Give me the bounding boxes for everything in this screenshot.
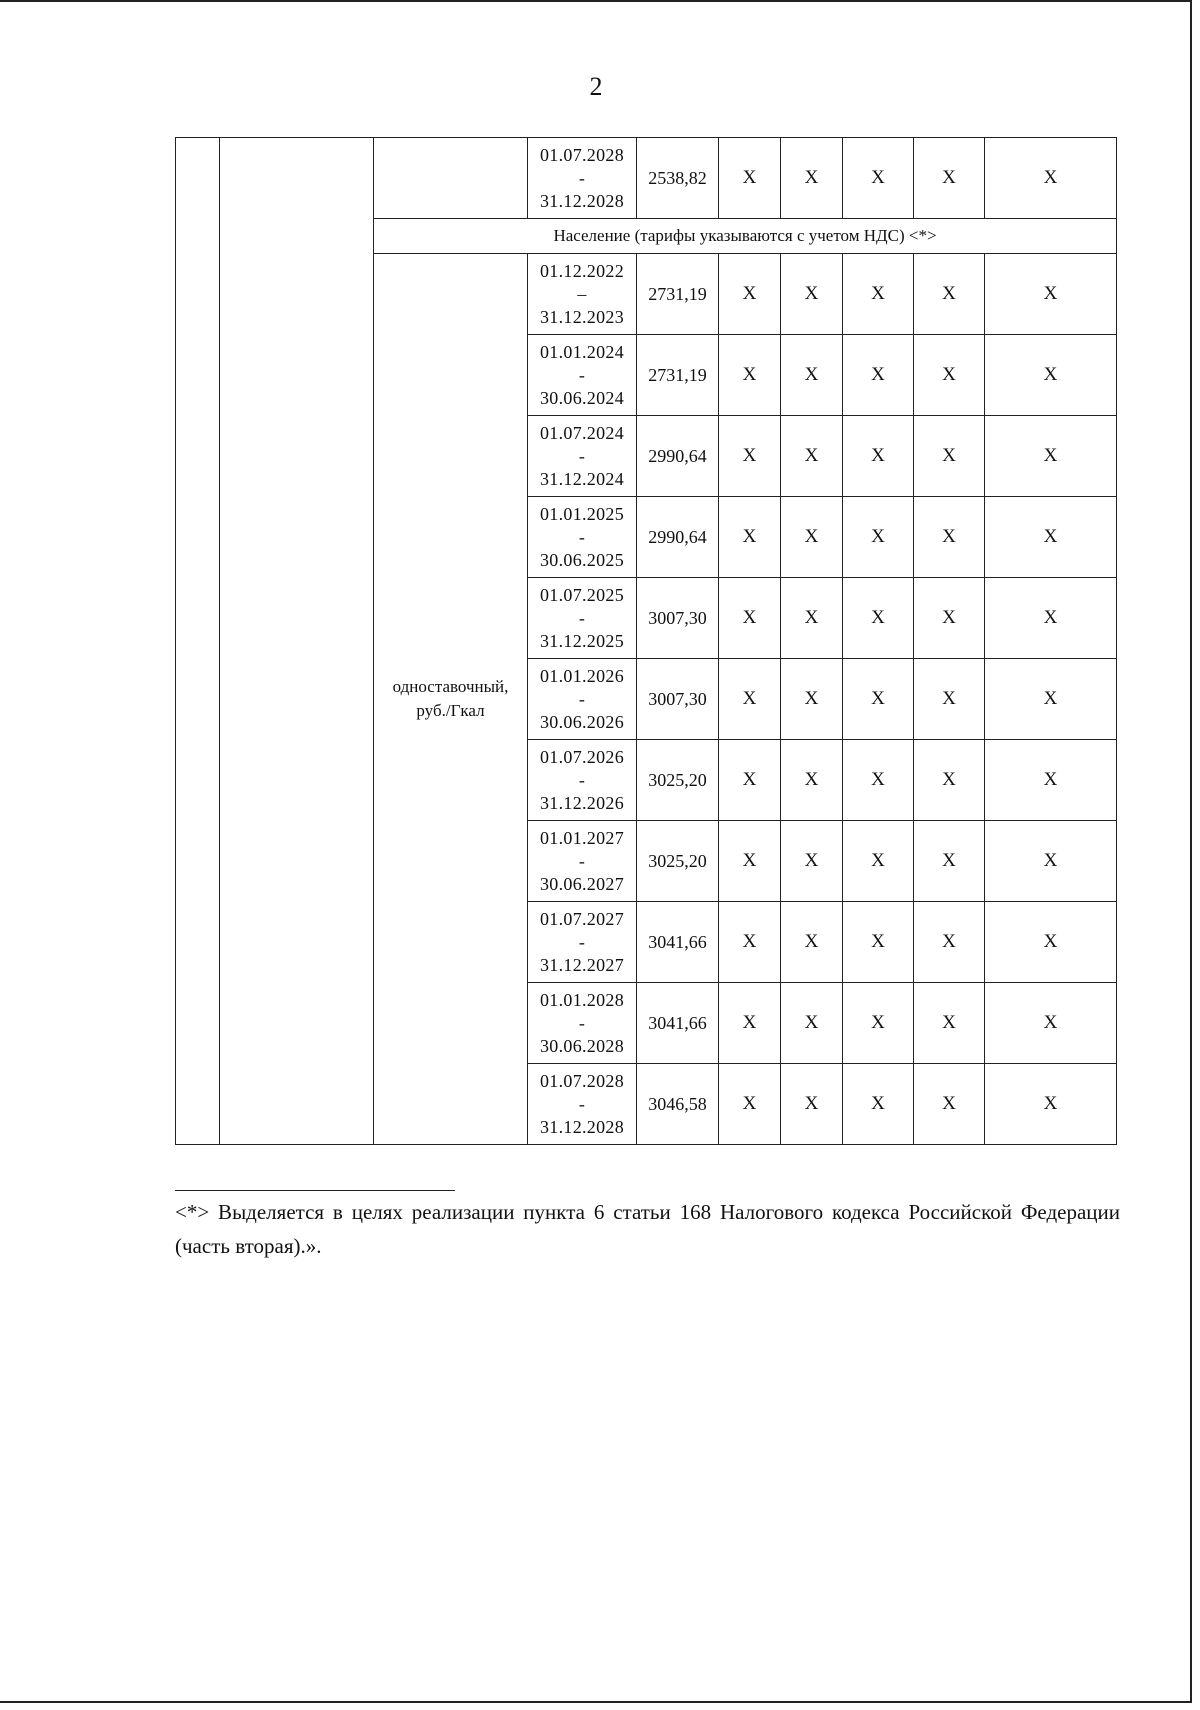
not-applicable-mark: X bbox=[843, 497, 914, 578]
not-applicable-mark: X bbox=[843, 659, 914, 740]
not-applicable-mark: X bbox=[719, 416, 781, 497]
period-cell bbox=[528, 902, 637, 983]
period-cell bbox=[528, 821, 637, 902]
not-applicable-mark: X bbox=[843, 821, 914, 902]
period-end: 30.06.2024 bbox=[540, 387, 624, 408]
not-applicable-mark: X bbox=[985, 497, 1117, 578]
period-end: 31.12.2024 bbox=[540, 468, 624, 489]
period-start: 01.07.2028 bbox=[540, 144, 624, 165]
not-applicable-mark: X bbox=[781, 416, 843, 497]
not-applicable-mark: X bbox=[843, 138, 914, 219]
period-end: 31.12.2025 bbox=[540, 630, 624, 651]
separator: - bbox=[578, 526, 586, 547]
not-applicable-mark: X bbox=[781, 335, 843, 416]
scan-border-top bbox=[0, 0, 1192, 2]
tariff-value-cell: 3041,66 bbox=[637, 902, 719, 983]
period-cell bbox=[528, 335, 637, 416]
tariff-value-cell: 3007,30 bbox=[637, 578, 719, 659]
not-applicable-mark: X bbox=[985, 138, 1117, 219]
not-applicable-mark: X bbox=[719, 254, 781, 335]
period-end: 31.12.2028 bbox=[540, 1116, 624, 1137]
not-applicable-mark: X bbox=[914, 740, 985, 821]
separator: - bbox=[578, 1012, 586, 1033]
tariff-value-cell: 2731,19 bbox=[637, 335, 719, 416]
period-cell bbox=[528, 416, 637, 497]
separator: - bbox=[578, 607, 586, 628]
not-applicable-mark: X bbox=[843, 983, 914, 1064]
not-applicable-mark: X bbox=[719, 335, 781, 416]
not-applicable-mark: X bbox=[985, 416, 1117, 497]
separator: - bbox=[578, 167, 586, 188]
period-start: 01.07.2027 bbox=[540, 908, 624, 929]
not-applicable-mark: X bbox=[719, 659, 781, 740]
period-end: 30.06.2025 bbox=[540, 549, 624, 570]
not-applicable-mark: X bbox=[843, 740, 914, 821]
not-applicable-mark: X bbox=[781, 821, 843, 902]
period-start: 01.01.2025 bbox=[540, 503, 624, 524]
not-applicable-mark: X bbox=[719, 821, 781, 902]
not-applicable-mark: X bbox=[985, 983, 1117, 1064]
not-applicable-mark: X bbox=[781, 254, 843, 335]
period-start: 01.07.2028 bbox=[540, 1070, 624, 1091]
footnote-separator bbox=[175, 1190, 455, 1191]
separator: - bbox=[578, 445, 586, 466]
period-end: 31.12.2028 bbox=[540, 190, 624, 211]
not-applicable-mark: X bbox=[914, 497, 985, 578]
not-applicable-mark: X bbox=[719, 138, 781, 219]
not-applicable-mark: X bbox=[781, 497, 843, 578]
separator: - bbox=[578, 364, 586, 385]
period-end: 30.06.2026 bbox=[540, 711, 624, 732]
period-cell bbox=[528, 1064, 637, 1145]
period-cell bbox=[528, 578, 637, 659]
period-start: 01.07.2024 bbox=[540, 422, 624, 443]
not-applicable-mark: X bbox=[781, 1064, 843, 1145]
not-applicable-mark: X bbox=[985, 740, 1117, 821]
tariff-value-cell: 3025,20 bbox=[637, 740, 719, 821]
not-applicable-mark: X bbox=[843, 416, 914, 497]
not-applicable-mark: X bbox=[781, 740, 843, 821]
not-applicable-mark: X bbox=[843, 335, 914, 416]
not-applicable-mark: X bbox=[781, 578, 843, 659]
period-cell bbox=[528, 740, 637, 821]
not-applicable-mark: X bbox=[914, 416, 985, 497]
tariff-value-cell: 3041,66 bbox=[637, 983, 719, 1064]
period-start: 01.01.2024 bbox=[540, 341, 624, 362]
separator: - bbox=[578, 1093, 586, 1114]
table-row bbox=[176, 138, 1117, 219]
period-cell bbox=[528, 659, 637, 740]
period-end: 30.06.2027 bbox=[540, 873, 624, 894]
not-applicable-mark: X bbox=[719, 983, 781, 1064]
not-applicable-mark: X bbox=[843, 578, 914, 659]
tariff-value-cell: 2990,64 bbox=[637, 416, 719, 497]
not-applicable-mark: X bbox=[914, 578, 985, 659]
tariff-value-cell: 3007,30 bbox=[637, 659, 719, 740]
page-number-text: 2 bbox=[589, 72, 603, 101]
tariff-value-cell: 3046,58 bbox=[637, 1064, 719, 1145]
not-applicable-mark: X bbox=[985, 254, 1117, 335]
not-applicable-mark: X bbox=[781, 902, 843, 983]
not-applicable-mark: X bbox=[843, 902, 914, 983]
tariff-value-cell: 2731,19 bbox=[637, 254, 719, 335]
not-applicable-mark: X bbox=[914, 902, 985, 983]
not-applicable-mark: X bbox=[914, 1064, 985, 1145]
period-start: 01.01.2027 bbox=[540, 827, 624, 848]
not-applicable-mark: X bbox=[781, 983, 843, 1064]
not-applicable-mark: X bbox=[914, 983, 985, 1064]
not-applicable-mark: X bbox=[719, 578, 781, 659]
period-start: 01.07.2025 bbox=[540, 584, 624, 605]
separator: - bbox=[578, 769, 586, 790]
tariff-table bbox=[175, 137, 1117, 1145]
rate-type-cell-top bbox=[374, 138, 528, 219]
not-applicable-mark: X bbox=[985, 821, 1117, 902]
not-applicable-mark: X bbox=[914, 335, 985, 416]
not-applicable-mark: X bbox=[719, 497, 781, 578]
not-applicable-mark: X bbox=[914, 659, 985, 740]
period-start: 01.12.2022 bbox=[540, 260, 624, 281]
tariff-table-body bbox=[176, 138, 1117, 1145]
period-end: 31.12.2023 bbox=[540, 306, 624, 327]
not-applicable-mark: X bbox=[781, 138, 843, 219]
not-applicable-mark: X bbox=[985, 902, 1117, 983]
not-applicable-mark: X bbox=[985, 335, 1117, 416]
period-cell bbox=[528, 254, 637, 335]
tariff-value-cell: 3025,20 bbox=[637, 821, 719, 902]
scan-border-right bbox=[1190, 0, 1192, 1702]
separator: - bbox=[578, 688, 586, 709]
period-cell bbox=[528, 983, 637, 1064]
page-number bbox=[0, 72, 1200, 102]
period-cell bbox=[528, 497, 637, 578]
row-number-cell bbox=[176, 138, 220, 1145]
tariff-value-cell: 2538,82 bbox=[637, 138, 719, 219]
period-start: 01.01.2028 bbox=[540, 989, 624, 1010]
not-applicable-mark: X bbox=[985, 659, 1117, 740]
not-applicable-mark: X bbox=[843, 254, 914, 335]
rate-type-cell: одноставочный, руб./Гкал bbox=[374, 254, 528, 1145]
not-applicable-mark: X bbox=[914, 138, 985, 219]
period-end: 31.12.2027 bbox=[540, 954, 624, 975]
period-end: 30.06.2028 bbox=[540, 1035, 624, 1056]
not-applicable-mark: X bbox=[719, 1064, 781, 1145]
period-cell bbox=[528, 138, 637, 219]
not-applicable-mark: X bbox=[985, 578, 1117, 659]
not-applicable-mark: X bbox=[914, 821, 985, 902]
organization-cell bbox=[220, 138, 374, 1145]
not-applicable-mark: X bbox=[781, 659, 843, 740]
footnote: <*> Выделяется в целях реализации пункта 6 статьи 168 Налогового кодекса Российской Федерации (часть вторая).». bbox=[175, 1200, 1120, 1258]
not-applicable-mark: X bbox=[985, 1064, 1117, 1145]
section-title: Население (тарифы указываются с учетом НДС) <*> bbox=[374, 219, 1117, 254]
not-applicable-mark: X bbox=[719, 902, 781, 983]
not-applicable-mark: X bbox=[843, 1064, 914, 1145]
not-applicable-mark: X bbox=[914, 254, 985, 335]
separator: - bbox=[578, 931, 586, 952]
tariff-value-cell: 2990,64 bbox=[637, 497, 719, 578]
period-start: 01.01.2026 bbox=[540, 665, 624, 686]
period-start: 01.07.2026 bbox=[540, 746, 624, 767]
separator: – bbox=[577, 283, 587, 304]
scan-border-bottom bbox=[0, 1701, 1192, 1703]
separator: - bbox=[578, 850, 586, 871]
not-applicable-mark: X bbox=[719, 740, 781, 821]
period-end: 31.12.2026 bbox=[540, 792, 624, 813]
